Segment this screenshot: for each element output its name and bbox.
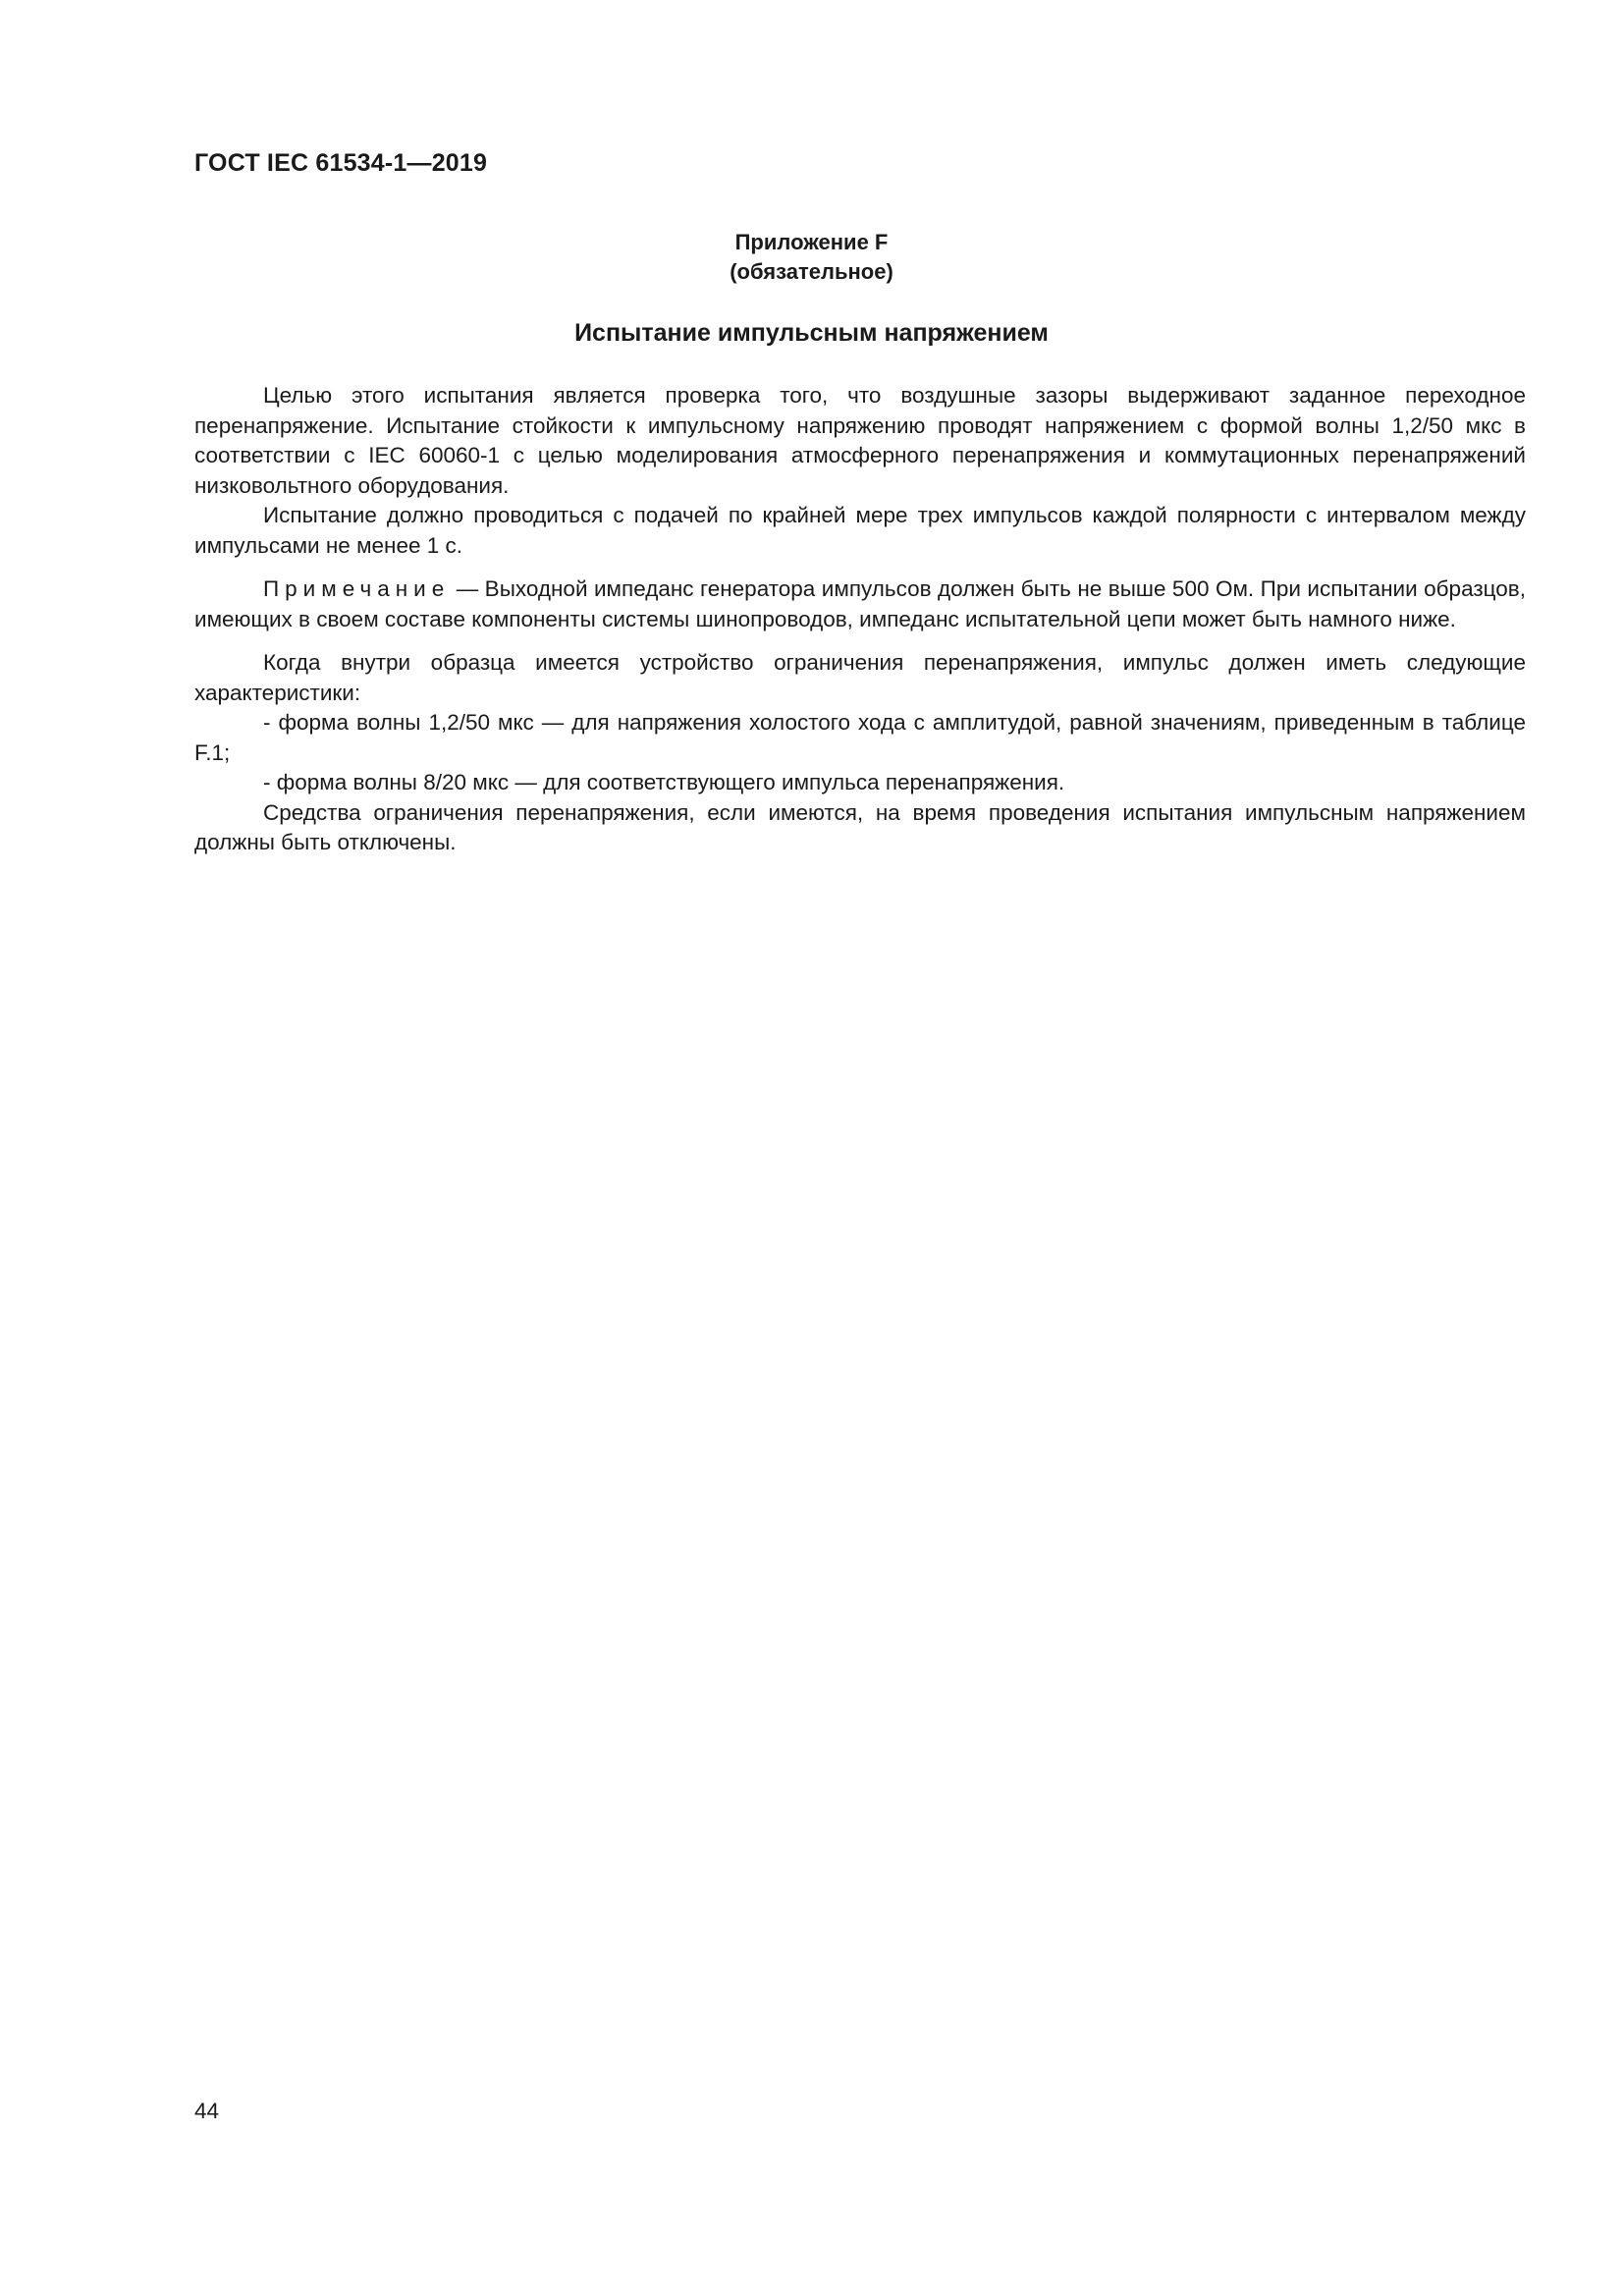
note-paragraph <box>194 574 1526 634</box>
list-item-waveform-2: - форма волны 8/20 мкс — для соответствующего импульса перенапряжения. <box>263 770 1065 794</box>
annex-title: Приложение F <box>734 230 889 254</box>
note-text: — Выходной импеданс генератора импульсов должен быть не выше 500 Ом. При испытании образцов, имеющих в своем составе компоненты системы шинопроводов, импеданс испытательной цепи может быть намного ниже. <box>194 576 1526 631</box>
body-text <box>194 381 1526 858</box>
paragraph-disconnect: Средства ограничения перенапряжения, если имеются, на время проведения испытания импульсным напряжением должны быть отключены. <box>194 799 1526 854</box>
paragraph-purpose: Целью этого испытания является проверка того, что воздушные зазоры выдерживают заданное переходное перенапряжение. Испытание стойкости к импульсному напряжению проводят напряжением с формой волны 1,2/50 мкс в соответствии с IEC 60060-1 с целью моделирования атмосферного перенапряжения и коммутационных перенапряжений низковольтного оборудования. <box>194 383 1526 498</box>
page-number: 44 <box>194 2099 220 2123</box>
paragraph-surge-device: Когда внутри образца имеется устройство ограничения перенапряжения, импульс должен иметь следующие характеристики: <box>194 650 1526 705</box>
paragraph-procedure: Испытание должно проводиться с подачей по крайней мере трех импульсов каждой полярности с интервалом между импульсами не менее 1 с. <box>194 503 1526 558</box>
annex-status: (обязательное) <box>730 259 893 284</box>
annex-heading <box>0 228 1623 287</box>
document-id-header: ГОСТ IEC 61534-1—2019 <box>194 149 488 177</box>
section-title: Испытание импульсным напряжением <box>574 319 1049 347</box>
list-item-waveform-1: - форма волны 1,2/50 мкс — для напряжения холостого хода с амплитудой, равной значениям, приведенным в таблице F.1; <box>194 710 1526 765</box>
note-label: Примечание <box>263 576 451 601</box>
